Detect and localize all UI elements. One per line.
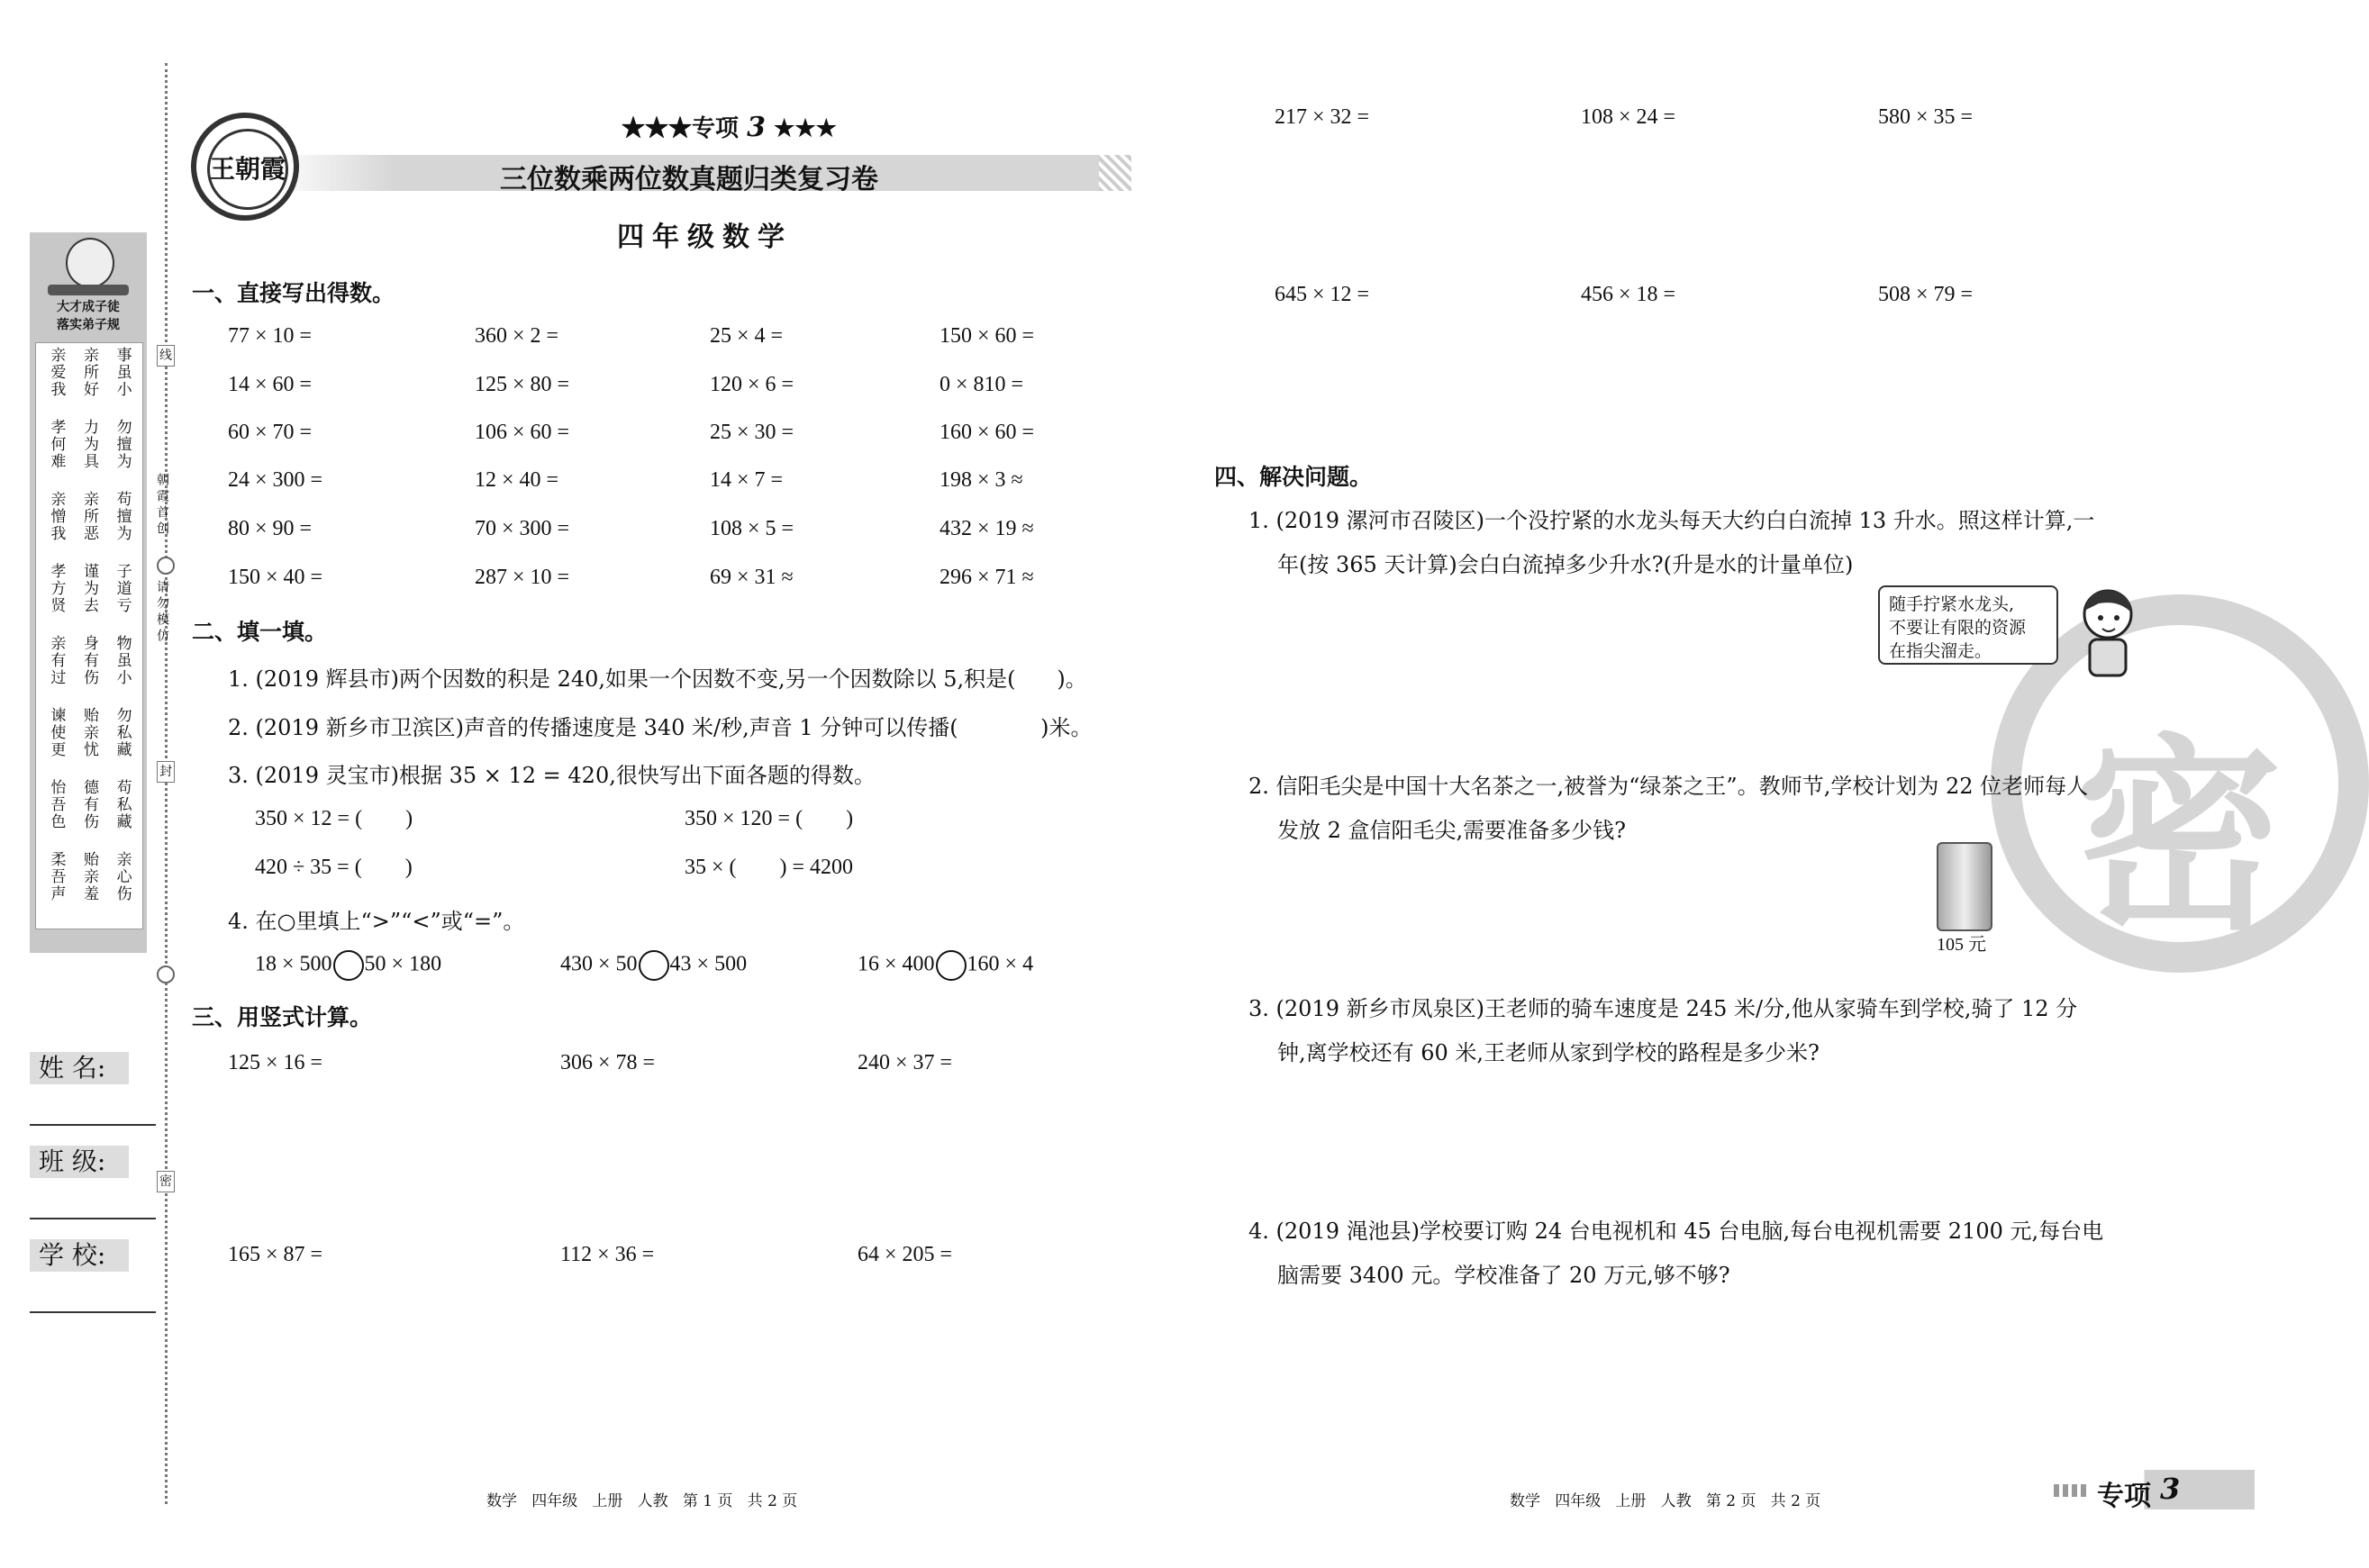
compare-item-3 [858, 950, 1033, 981]
verse-col: 身有伤 [79, 635, 98, 686]
binding-mark-mid: 封 [157, 761, 175, 783]
compare-right: 160 × 4 [967, 952, 1034, 976]
school-field[interactable] [30, 1286, 156, 1313]
section1-heading: 一、直接写出得数。 [192, 280, 395, 306]
verse-col: 亲爱我 [47, 347, 66, 398]
verse-col: 子道亏 [113, 563, 132, 614]
oral-calc-item: 198 × 3 ≈ [939, 468, 1023, 492]
oral-calc-item: 150 × 40 = [228, 566, 323, 589]
binding-mark-top: 线 [157, 345, 175, 367]
verse-col: 亲憎我 [47, 491, 66, 542]
verse-col: 亲有过 [47, 635, 66, 686]
oral-calc-item: 160 × 60 = [939, 421, 1035, 444]
name-field[interactable] [30, 1099, 156, 1126]
title-band-pattern [1099, 155, 1131, 191]
oral-calc-item: 24 × 300 = [228, 468, 323, 492]
footer-series-tag [2054, 1470, 2255, 1512]
vertical-calc-item: 306 × 78 = [560, 1051, 656, 1074]
compare-left: 430 × 50 [560, 952, 638, 976]
footer-tag-number: 3 [2160, 1472, 2181, 1506]
section2-heading: 二、填一填。 [192, 619, 328, 645]
vertical-calc-item: 508 × 79 = [1878, 283, 1974, 306]
vertical-calc-item: 580 × 35 = [1878, 105, 1974, 129]
problem-3-line-1: 3. (2019 新乡市凤泉区)王老师的骑车速度是 245 米/分,他从家骑车到学校,骑了 12 分 [1248, 996, 2078, 1021]
oral-calc-item: 25 × 30 = [710, 421, 794, 444]
sidebar-panel [30, 232, 147, 953]
fill-question-3a: 350 × 12 = ( ) [255, 807, 413, 830]
verse-col: 德有伤 [79, 779, 98, 830]
oral-calc-item: 69 × 31 ≈ [710, 566, 794, 589]
book-desk-icon [48, 285, 129, 295]
motto-line-1: 大才成子徒 [57, 300, 120, 314]
series-tag-stars: ★★★ [774, 115, 837, 142]
fill-question-2: 2. (2019 新乡市卫滨区)声音的传播速度是 340 米/秒,声音 1 分钟可以传播( )米。 [228, 715, 1093, 740]
section4-heading: 四、解决问题。 [1214, 464, 1373, 490]
oral-calc-item: 77 × 10 = [228, 324, 313, 348]
verse-col: 贻亲羞 [79, 851, 98, 902]
oral-calc-item: 80 × 90 = [228, 517, 313, 540]
oral-calc-item: 296 × 71 ≈ [939, 566, 1034, 589]
verse-col: 亲所恶 [79, 491, 98, 542]
fill-question-3: 3. (2019 灵宝市)根据 35 × 12 = 420,很快写出下面各题的得数。 [228, 763, 876, 788]
verse-col: 力为具 [79, 419, 98, 470]
fill-question-3c: 420 ÷ 35 = ( ) [255, 856, 413, 879]
problem-1-line-1: 1. (2019 漯河市召陵区)一个没拧紧的水龙头每天大约白白流掉 13 升水。照这样计算,一 [1248, 508, 2095, 533]
fill-question-1: 1. (2019 辉县市)两个因数的积是 240,如果一个因数不变,另一个因数除以 5,积是( )。 [228, 666, 1087, 692]
vertical-calc-item: 165 × 87 = [228, 1243, 323, 1266]
vertical-calc-item: 112 × 36 = [560, 1243, 655, 1266]
footer-page-2: 数学 四年级 上册 人教 第 2 页 共 2 页 [1510, 1492, 1821, 1510]
problem-3-line-2: 钟,离学校还有 60 米,王老师从家到学校的路程是多少米? [1277, 1040, 1820, 1065]
speech-line-2: 不要让有限的资源 [1889, 618, 2027, 638]
series-tag-number: 3 [747, 112, 766, 143]
vertical-calc-item: 108 × 24 = [1581, 105, 1676, 129]
fill-question-4: 4. 在○里填上“>”“<”或“=”。 [228, 909, 525, 934]
compare-circle[interactable] [639, 950, 669, 981]
class-label: 班 级: [30, 1146, 129, 1178]
compare-left: 18 × 500 [255, 952, 332, 976]
footer-page-1: 数学 四年级 上册 人教 第 1 页 共 2 页 [486, 1492, 798, 1510]
vertical-calc-item: 217 × 32 = [1275, 105, 1370, 129]
compare-circle[interactable] [936, 950, 967, 981]
verse-col: 怡吾色 [47, 779, 66, 830]
oral-calc-item: 108 × 5 = [710, 517, 794, 540]
speech-line-3: 在指尖溜走。 [1889, 641, 1992, 661]
binding-hole-bottom [157, 965, 175, 983]
class-field[interactable] [30, 1192, 156, 1219]
binding-notice-1: 朝霞首创 [155, 473, 169, 538]
verse-col: 事虽小 [113, 347, 132, 398]
series-tag [622, 110, 837, 143]
page-title: 三位数乘两位数真题归类复习卷 [500, 164, 878, 195]
verse-col: 苟私藏 [113, 779, 132, 830]
oral-calc-item: 60 × 70 = [228, 421, 313, 444]
section3-heading: 三、用竖式计算。 [192, 1004, 373, 1030]
name-label: 姓 名: [30, 1052, 129, 1084]
compare-item-2 [560, 950, 747, 981]
brand-logo-text: 王朝霞 [207, 129, 288, 210]
fill-question-3d: 35 × ( ) = 4200 [685, 856, 854, 879]
verse-col: 谨为去 [79, 563, 98, 614]
verse-col: 勿私藏 [113, 707, 132, 758]
oral-calc-item: 120 × 6 = [710, 373, 794, 396]
fill-question-3b: 350 × 120 = ( ) [685, 807, 854, 830]
boy-cartoon-icon [2072, 585, 2144, 684]
speech-line-1: 随手拧紧水龙头, [1889, 594, 2015, 614]
oral-calc-item: 432 × 19 ≈ [939, 517, 1034, 540]
vertical-calc-item: 645 × 12 = [1275, 283, 1370, 306]
compare-circle[interactable] [333, 950, 364, 981]
binding-mark-bottom: 密 [157, 1171, 175, 1192]
brand-logo [191, 113, 299, 221]
stamp-glyph: 密 [2075, 715, 2283, 958]
footer-tag-pattern [2054, 1484, 2090, 1497]
verse-col: 苟擅为 [113, 491, 132, 542]
series-tag-label: ★★★专项 [622, 115, 740, 142]
compare-right: 50 × 180 [364, 952, 442, 976]
verse-col: 贻亲忧 [79, 707, 98, 758]
problem-2-line-2: 发放 2 盒信阳毛尖,需要准备多少钱? [1277, 818, 1627, 843]
vertical-calc-item: 125 × 16 = [228, 1051, 323, 1074]
problem-4-line-1: 4. (2019 渑池县)学校要订购 24 台电视机和 45 台电脑,每台电视机需要 2100 元,每台电 [1248, 1219, 2104, 1244]
verse-box [35, 342, 143, 929]
tea-price: 105 元 [1937, 935, 1986, 955]
verse-col: 谏使更 [47, 707, 66, 758]
oral-calc-item: 287 × 10 = [475, 566, 570, 589]
vertical-calc-item: 240 × 37 = [858, 1051, 953, 1074]
tea-tin-icon [1937, 842, 1992, 931]
problem-2-line-1: 2. 信阳毛尖是中国十大名茶之一,被誉为“绿茶之王”。教师节,学校计划为 22 位老师每人 [1248, 774, 2089, 799]
school-label: 学 校: [30, 1239, 129, 1272]
oral-calc-item: 14 × 7 = [710, 468, 784, 492]
oral-calc-item: 106 × 60 = [475, 421, 570, 444]
verse-col: 孝方贤 [47, 563, 66, 614]
speech-bubble [1878, 585, 2058, 665]
child-figure-icon [66, 238, 114, 288]
oral-calc-item: 150 × 60 = [939, 324, 1035, 348]
motto-line-2: 落实弟子规 [57, 318, 120, 332]
page-subtitle: 四年级数学 [617, 222, 793, 253]
oral-calc-item: 70 × 300 = [475, 517, 570, 540]
oral-calc-item: 125 × 80 = [475, 373, 570, 396]
verse-col: 亲心伤 [113, 851, 132, 902]
verse-col: 物虽小 [113, 635, 132, 686]
verse-col: 柔吾声 [47, 851, 66, 902]
binding-notice-2: 请勿模仿 [155, 580, 169, 645]
verse-col: 勿擅为 [113, 419, 132, 470]
oral-calc-item: 25 × 4 = [710, 324, 784, 348]
compare-right: 43 × 500 [669, 952, 748, 976]
binding-hole-top [157, 557, 175, 575]
vertical-calc-item: 64 × 205 = [858, 1243, 953, 1266]
verse-col: 亲所好 [79, 347, 98, 398]
footer-tag-label: 专项 [2097, 1481, 2151, 1512]
verse-col: 孝何难 [47, 419, 66, 470]
oral-calc-item: 0 × 810 = [939, 373, 1024, 396]
compare-item-1 [255, 950, 441, 981]
vertical-calc-item: 456 × 18 = [1581, 283, 1676, 306]
compare-left: 16 × 400 [858, 952, 935, 976]
binding-dash-line [165, 63, 168, 1504]
oral-calc-item: 14 × 60 = [228, 373, 313, 396]
problem-4-line-2: 脑需要 3400 元。学校准备了 20 万元,够不够? [1277, 1263, 1730, 1288]
oral-calc-item: 12 × 40 = [475, 468, 559, 492]
oral-calc-item: 360 × 2 = [475, 324, 559, 348]
problem-1-line-2: 年(按 365 天计算)会白白流掉多少升水?(升是水的计量单位) [1277, 552, 1854, 577]
